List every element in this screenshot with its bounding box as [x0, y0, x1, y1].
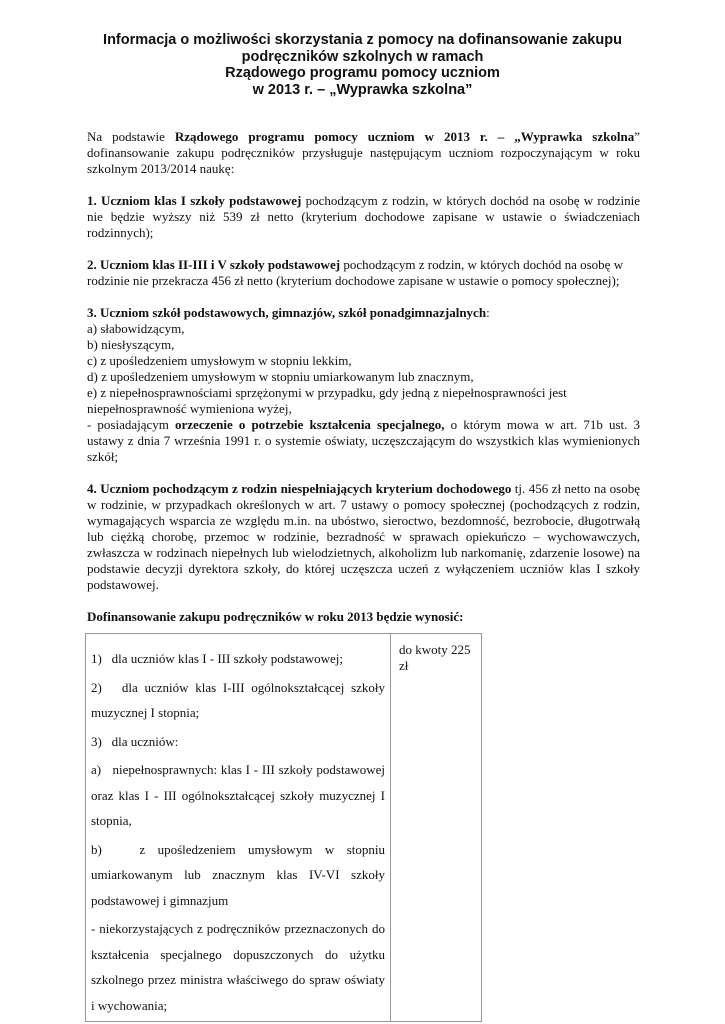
item-3-f-prefix: - posiadającym — [87, 417, 176, 432]
item-1-heading: 1. Uczniom klas I szkoły podstawowej — [87, 193, 302, 208]
item-3-f — [87, 417, 640, 465]
table-row: 3) dla uczniów: — [91, 733, 179, 749]
document-body — [87, 129, 640, 625]
item-4-text: tj. 456 zł netto na osobę w rodzinie, w przypadkach określonych w art. 7 ustawy o pomocy społecznej (pochodzących z rodzin, wymagających wsparcia ze względu m.in. na ubóstwo, sieroctwo, bezdomność, bezrobocie, długotrwałą lub ciężką chorobę, przemoc w rodzinie, bezradność w sprawach opiekuńczo – wychowawczych, zwłaszcza w rodzinach niepełnych lub wielodzietnych, alkoholizm lub narkomanię, zdarzenie losowe) na podstawie decyzji dyrektora szkoły, do której uczęszcza uczeń z wyłączeniem uczniów klas I szkoły podstawowej. — [87, 481, 640, 592]
title-line-3: Rządowego programu pomocy uczniom — [225, 65, 500, 81]
item-3-f-bold: orzeczenie o potrzebie kształcenia specjalnego, — [175, 417, 445, 432]
item-3-b: b) niesłyszącym, — [87, 337, 175, 352]
title-line-2: podręczników szkolnych w ramach — [241, 48, 484, 65]
item-3-f-suffix: o którym mowa w art. 71b ust. 3 ustawy z dnia 7 września 1991 r. o systemie oświaty, uczęszczającym do wszystkich klas wymienionych szkół; — [87, 417, 640, 464]
item-3-c: c) z upośledzeniem umysłowym w stopniu lekkim, — [87, 353, 352, 368]
eligible-groups-cell — [86, 634, 391, 1022]
funding-table — [85, 633, 482, 1022]
table-row: a) niepełnosprawnych: klas I - III szkoły podstawowej oraz klas I - III ogólnokształcącej szkoły muzycznej I stopnia, — [91, 762, 385, 828]
eligibility-item-1 — [87, 193, 640, 241]
item-3-heading: 3. Uczniom szkół podstawowych, gimnazjów, szkół ponadgimnazjalnych — [87, 305, 487, 320]
table-row: 1) dla uczniów klas I - III szkoły podstawowej; — [91, 651, 343, 666]
item-2-heading: 2. Uczniom klas II-III i V szkoły podstawowej — [87, 257, 341, 272]
intro-paragraph — [87, 129, 640, 177]
intro-prefix: Na podstawie — [87, 129, 175, 144]
item-4-heading: 4. Uczniom pochodzącym z rodzin niespełniających kryterium dochodowego — [87, 481, 512, 496]
table-row: 2) dla uczniów klas I-III ogólnokształcącej szkoły muzycznej I stopnia; — [91, 679, 385, 720]
item-3-e: e) z niepełnosprawnościami sprzężonymi w przypadku, gdy jedną z niepełnosprawności jest niepełnosprawność wymieniona wyżej, — [87, 385, 567, 416]
item-3-d: d) z upośledzeniem umysłowym w stopniu umiarkowanym lub znacznym, — [87, 369, 474, 384]
document-title — [60, 32, 665, 98]
program-name: Rządowego programu pomocy uczniom w 2013 r. – „Wyprawka szkolna — [174, 129, 635, 144]
eligibility-item-2 — [87, 257, 640, 289]
amount-cell: do kwoty 225 zł — [391, 634, 482, 1022]
eligibility-item-4 — [87, 481, 640, 593]
item-3-colon: : — [486, 305, 490, 320]
table-row: b) z upośledzeniem umysłowym w stopniu umiarkowanym lub znacznym klas IV-VI szkoły podstawowej i gimnazjum — [91, 841, 385, 908]
item-1-text: pochodzącym z rodzin, w których dochód na osobę w rodzinie nie będzie wyższy niż 539 zł netto (kryterium dochodowe zapisane w ustawie o świadczeniach rodzinnych); — [87, 193, 640, 240]
item-2-text: pochodzącym z rodzin, w których dochód na osobę w rodzinie nie przekracza 456 zł netto (kryterium dochodowe zapisane w ustawie o pomocy społecznej); — [87, 257, 624, 288]
title-line-1: Informacja o możliwości skorzystania z pomocy na dofinansowanie zakupu — [103, 32, 622, 48]
item-3-a: a) słabowidzącym, — [87, 321, 185, 336]
intro-suffix: ” dofinansowanie zakupu podręczników przysługuje następującym uczniom rozpoczynającym w roku szkolnym 2013/2014 naukę: — [87, 129, 640, 176]
funding-heading: Dofinansowanie zakupu podręczników w roku 2013 będzie wynosić: — [87, 609, 464, 624]
table-row: - niekorzystających z podręczników przeznaczonych do kształcenia specjalnego dopuszczonych do użytku szkolnego przez ministra właściwego do spraw oświaty i wychowania; — [91, 921, 385, 1013]
title-line-4: w 2013 r. – „Wyprawka szkolna” — [252, 81, 473, 98]
eligibility-item-3 — [87, 305, 640, 465]
